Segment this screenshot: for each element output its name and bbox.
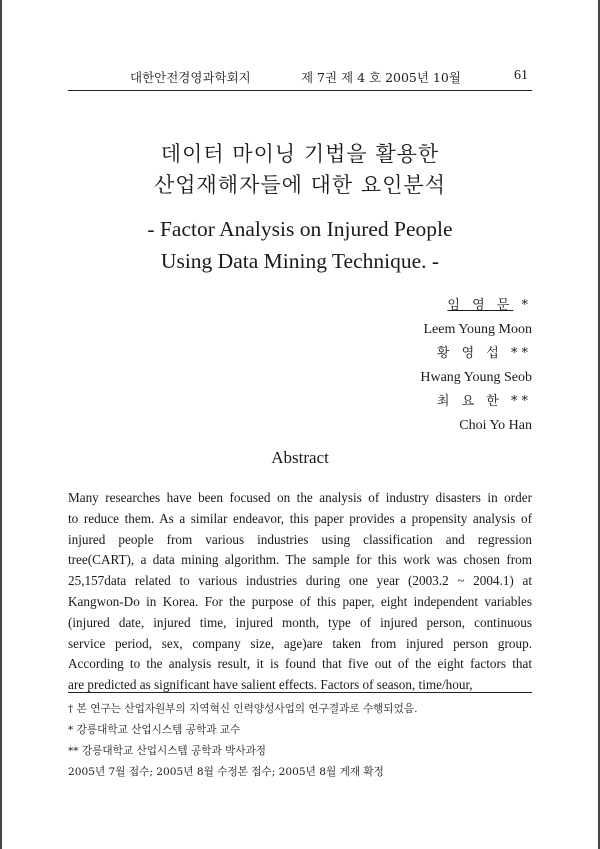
abstract-line: injured people from various industries using classification and regression — [68, 531, 532, 547]
abstract-heading: Abstract — [271, 448, 329, 467]
footnote-author-1: * 강릉대학교 산업시스템 공학과 교수 — [68, 724, 241, 736]
english-title — [0, 213, 600, 277]
author-2-mark: ** — [511, 346, 532, 361]
author-1-mark: * — [521, 298, 532, 313]
author-3-korean-name: 최 요 한 — [436, 394, 503, 409]
abstract-line: Kangwon-Do in Korea. For the purpose of this paper, eight independent variables — [68, 593, 532, 609]
author-1-korean-name: 임 영 문 — [447, 298, 514, 313]
abstract-line: service period, sex, company size, age)are taken from injured person group. — [68, 635, 532, 651]
abstract-line: are predicted as significant have salient effects. Factors of season, time/hour, — [68, 677, 473, 693]
english-title-line-1: - Factor Analysis on Injured People — [147, 217, 453, 241]
footnote-author-2-3: ** 강릉대학교 산업시스템 공학과 박사과정 — [68, 745, 267, 757]
author-3-mark: ** — [511, 394, 532, 409]
author-1-korean — [420, 294, 532, 318]
korean-title-line-1: 데이터 마이닝 기법을 활용한 — [160, 142, 440, 166]
abstract-line: to reduce them. As a similar endeavor, this paper provides a propensity analysis of — [68, 510, 532, 526]
page-number: 61 — [514, 68, 528, 83]
abstract-line: (injured date, injured time, injured month, type of injured person, continuous — [68, 614, 532, 630]
author-2-english: Hwang Young Seob — [420, 370, 532, 385]
abstract-line: According to the analysis result, it is found that five out of the eight factors that — [68, 656, 532, 672]
abstract-line: 25,157data related to various industries during one year (2003.2 ~ 2004.1) at — [68, 573, 532, 589]
footnote-divider — [68, 692, 532, 693]
author-3-korean — [420, 390, 532, 414]
author-3-english: Choi Yo Han — [459, 418, 532, 433]
author-block — [420, 294, 532, 438]
korean-title-line-2: 산업재해자들에 대한 요인분석 — [153, 173, 447, 197]
english-title-line-2: Using Data Mining Technique. - — [160, 249, 440, 273]
author-2-korean — [420, 342, 532, 366]
abstract-line: tree(CART), a data mining algorithm. The sample for this work was chosen from — [68, 552, 532, 568]
author-1-english: Leem Young Moon — [423, 322, 532, 337]
running-header — [68, 68, 532, 91]
korean-title — [0, 139, 600, 201]
abstract-body — [68, 488, 532, 696]
issue-info: 제 7권 제 4 호 2005년 10월 — [301, 70, 461, 85]
footnote-funding: † 본 연구는 산업자원부의 지역혁신 인력양성사업의 연구결과로 수행되었음. — [68, 703, 418, 715]
footnotes — [68, 699, 538, 783]
footnote-dates: 2005년 7월 접수; 2005년 8월 수정본 접수; 2005년 8월 게재 확정 — [68, 766, 384, 778]
journal-name: 대한안전경영과학회지 — [130, 70, 251, 85]
author-2-korean-name: 황 영 섭 — [436, 346, 503, 361]
abstract-line: Many researches have been focused on the analysis of industry disasters in order — [68, 490, 532, 505]
